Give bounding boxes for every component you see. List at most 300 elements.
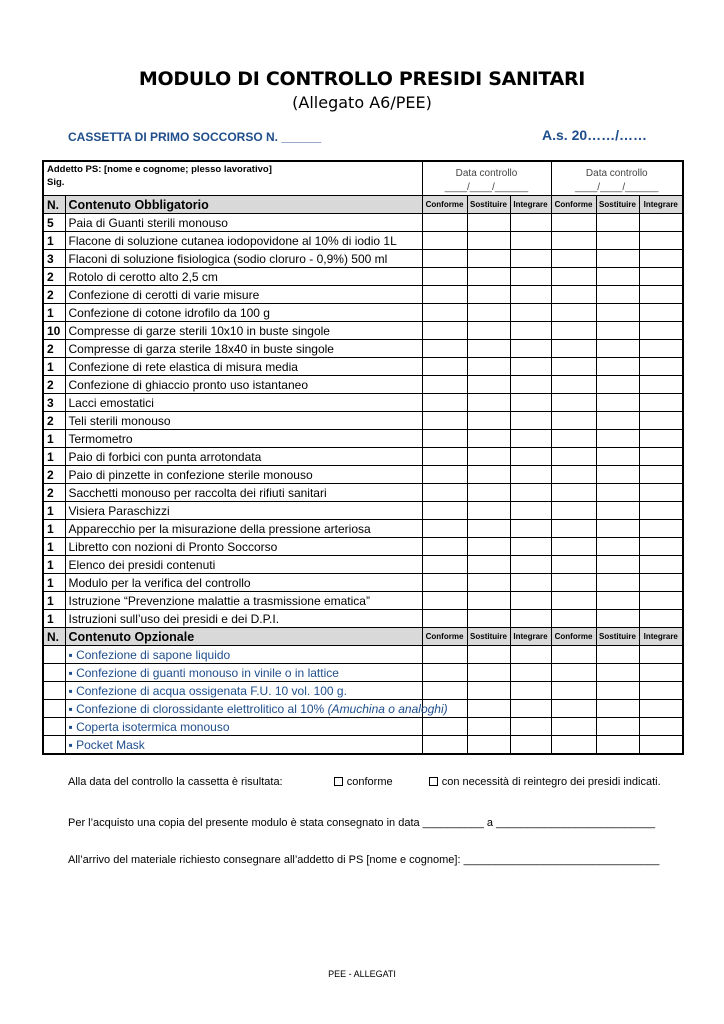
- check-cell-integrare-2[interactable]: [639, 610, 683, 628]
- check-cell-integrare-1[interactable]: [510, 592, 551, 610]
- check-cell-conforme-2[interactable]: [551, 430, 596, 448]
- item-description: Confezione di cerotti di varie misure: [65, 286, 422, 304]
- check-cell-integrare-1[interactable]: [510, 646, 551, 664]
- check-cell-conforme-2[interactable]: [551, 718, 596, 736]
- check-cell-sostituire-1[interactable]: [467, 304, 510, 322]
- check-cell-conforme-2[interactable]: [551, 682, 596, 700]
- check-cell-conforme-2[interactable]: [551, 520, 596, 538]
- check-cell-conforme-2[interactable]: [551, 232, 596, 250]
- check-cell-integrare-2[interactable]: [639, 448, 683, 466]
- check-cell-integrare-1[interactable]: [510, 412, 551, 430]
- check-cell-sostituire-1[interactable]: [467, 232, 510, 250]
- check-cell-integrare-1[interactable]: [510, 484, 551, 502]
- check-cell-sostituire-2[interactable]: [596, 502, 639, 520]
- check-cell-conforme-1[interactable]: [422, 448, 467, 466]
- check-cell-integrare-1[interactable]: [510, 610, 551, 628]
- col-sostituire-header: Sostituire: [596, 196, 639, 214]
- checkbox-reintegro[interactable]: [429, 777, 438, 786]
- optional-item-description: [65, 700, 448, 718]
- table-row: [43, 610, 683, 628]
- check-cell-conforme-2[interactable]: [551, 250, 596, 268]
- check-cell-sostituire-2[interactable]: [596, 286, 639, 304]
- optional-item-text: ▪ Coperta isotermica monouso: [68, 719, 230, 734]
- check-cell-conforme-2[interactable]: [551, 502, 596, 520]
- item-quantity: 1: [43, 556, 65, 574]
- table-row: [43, 682, 683, 700]
- check-cell-integrare-2[interactable]: [639, 646, 683, 664]
- check-cell-sostituire-1[interactable]: [467, 412, 510, 430]
- check-cell-sostituire-1[interactable]: [467, 250, 510, 268]
- optional-item-text: ▪ Confezione di guanti monouso in vinile o in lattice: [68, 665, 339, 680]
- check-cell-integrare-1[interactable]: [510, 448, 551, 466]
- check-cell-sostituire-1[interactable]: [467, 664, 510, 682]
- col-n-header: N.: [43, 628, 65, 646]
- check-cell-conforme-1[interactable]: [422, 376, 467, 394]
- item-description: Teli sterili monouso: [65, 412, 422, 430]
- page-subtitle: (Allegato A6/PEE): [292, 93, 432, 112]
- check-cell-sostituire-2[interactable]: [596, 466, 639, 484]
- check-cell-sostituire-1[interactable]: [467, 268, 510, 286]
- check-cell-sostituire-1[interactable]: [467, 376, 510, 394]
- item-quantity[interactable]: [43, 646, 65, 664]
- check-cell-conforme-2[interactable]: [551, 466, 596, 484]
- table-header-row: [43, 161, 683, 196]
- table-row: [43, 430, 683, 448]
- check-cell-integrare-2[interactable]: [639, 214, 683, 232]
- date-control-label: Data controllo: [455, 168, 518, 179]
- table-row: [43, 520, 683, 538]
- item-description: Istruzione “Prevenzione malattie a trasmissione ematica”: [65, 592, 422, 610]
- check-cell-sostituire-1[interactable]: [467, 430, 510, 448]
- item-quantity: 1: [43, 430, 65, 448]
- check-cell-conforme-1[interactable]: [422, 412, 467, 430]
- check-cell-sostituire-1[interactable]: [467, 556, 510, 574]
- check-cell-sostituire-2[interactable]: [596, 448, 639, 466]
- check-cell-conforme-1[interactable]: [422, 736, 467, 755]
- table-row: [43, 304, 683, 322]
- optional-item-text: ▪ Confezione di acqua ossigenata F.U. 10 vol. 100 g.: [68, 683, 347, 698]
- check-cell-conforme-2[interactable]: [551, 214, 596, 232]
- item-description: Apparecchio per la misurazione della pressione arteriosa: [65, 520, 422, 538]
- table-row: [43, 718, 683, 736]
- check-cell-sostituire-2[interactable]: [596, 646, 639, 664]
- check-cell-integrare-1[interactable]: [510, 466, 551, 484]
- check-cell-sostituire-1[interactable]: [467, 646, 510, 664]
- check-cell-conforme-2[interactable]: [551, 574, 596, 592]
- check-cell-integrare-1[interactable]: [510, 268, 551, 286]
- check-cell-conforme-2[interactable]: [551, 592, 596, 610]
- check-cell-integrare-2[interactable]: [639, 556, 683, 574]
- check-cell-sostituire-1[interactable]: [467, 466, 510, 484]
- check-cell-sostituire-2[interactable]: [596, 376, 639, 394]
- check-cell-sostituire-1[interactable]: [467, 574, 510, 592]
- check-cell-sostituire-2[interactable]: [596, 232, 639, 250]
- check-cell-conforme-1[interactable]: [422, 466, 467, 484]
- check-cell-integrare-1[interactable]: [510, 376, 551, 394]
- check-cell-conforme-2[interactable]: [551, 394, 596, 412]
- check-cell-integrare-1[interactable]: [510, 574, 551, 592]
- item-quantity: 2: [43, 376, 65, 394]
- table-row: [43, 484, 683, 502]
- date-control-label: Data controllo: [585, 168, 648, 179]
- check-cell-integrare-2[interactable]: [639, 304, 683, 322]
- check-cell-sostituire-2[interactable]: [596, 718, 639, 736]
- item-quantity: 1: [43, 304, 65, 322]
- item-description: Confezione di ghiaccio pronto uso istantaneo: [65, 376, 422, 394]
- check-cell-integrare-1[interactable]: [510, 556, 551, 574]
- check-cell-sostituire-2[interactable]: [596, 574, 639, 592]
- check-cell-conforme-1[interactable]: [422, 268, 467, 286]
- check-cell-sostituire-2[interactable]: [596, 304, 639, 322]
- check-cell-integrare-2[interactable]: [639, 592, 683, 610]
- check-cell-sostituire-1[interactable]: [467, 718, 510, 736]
- check-cell-integrare-2[interactable]: [639, 322, 683, 340]
- item-quantity: 1: [43, 592, 65, 610]
- optional-item-description: [65, 664, 422, 682]
- item-quantity: 3: [43, 250, 65, 268]
- item-description: Visiera Paraschizzi: [65, 502, 422, 520]
- check-cell-conforme-1[interactable]: [422, 592, 467, 610]
- item-description: Libretto con nozioni di Pronto Soccorso: [65, 538, 422, 556]
- optional-item-text: ▪ Confezione di sapone liquido: [68, 647, 231, 662]
- check-cell-integrare-1[interactable]: [510, 322, 551, 340]
- check-cell-sostituire-2[interactable]: [596, 250, 639, 268]
- check-cell-conforme-2[interactable]: [551, 376, 596, 394]
- check-cell-integrare-2[interactable]: [639, 484, 683, 502]
- table-row: [43, 736, 683, 755]
- item-quantity: 2: [43, 466, 65, 484]
- check-cell-conforme-1[interactable]: [422, 214, 467, 232]
- check-cell-integrare-2[interactable]: [639, 358, 683, 376]
- check-cell-sostituire-1[interactable]: [467, 700, 510, 718]
- check-cell-integrare-1[interactable]: [510, 502, 551, 520]
- check-cell-integrare-2[interactable]: [639, 682, 683, 700]
- check-cell-conforme-2[interactable]: [551, 268, 596, 286]
- item-description: Lacci emostatici: [65, 394, 422, 412]
- table-row: [43, 448, 683, 466]
- check-cell-sostituire-2[interactable]: [596, 664, 639, 682]
- date-blank: ____/____/______: [575, 182, 659, 193]
- checkbox-conforme[interactable]: [334, 777, 343, 786]
- check-cell-integrare-2[interactable]: [639, 700, 683, 718]
- school-year-label: A.s. 20……/……: [542, 127, 648, 143]
- item-description: Paia di Guanti sterili monouso: [65, 214, 422, 232]
- table-row: [43, 574, 683, 592]
- check-cell-conforme-2[interactable]: [551, 646, 596, 664]
- check-cell-sostituire-1[interactable]: [467, 322, 510, 340]
- check-cell-conforme-1[interactable]: [422, 358, 467, 376]
- addetto-cell[interactable]: [43, 161, 422, 196]
- check-cell-conforme-2[interactable]: [551, 358, 596, 376]
- check-cell-integrare-1[interactable]: [510, 394, 551, 412]
- check-cell-integrare-2[interactable]: [639, 520, 683, 538]
- item-quantity: 2: [43, 412, 65, 430]
- check-cell-sostituire-2[interactable]: [596, 538, 639, 556]
- table-row: [43, 646, 683, 664]
- check-cell-conforme-2[interactable]: [551, 484, 596, 502]
- table-row: [43, 466, 683, 484]
- item-description: Compresse di garze sterili 10x10 in buste singole: [65, 322, 422, 340]
- check-cell-sostituire-2[interactable]: [596, 430, 639, 448]
- check-cell-integrare-1[interactable]: [510, 664, 551, 682]
- check-cell-integrare-1[interactable]: [510, 736, 551, 755]
- check-cell-integrare-1[interactable]: [510, 430, 551, 448]
- check-cell-conforme-1[interactable]: [422, 430, 467, 448]
- table-row: [43, 376, 683, 394]
- check-cell-integrare-2[interactable]: [639, 340, 683, 358]
- check-cell-integrare-1[interactable]: [510, 358, 551, 376]
- check-cell-sostituire-1[interactable]: [467, 610, 510, 628]
- check-cell-sostituire-2[interactable]: [596, 394, 639, 412]
- table-row: [43, 556, 683, 574]
- item-quantity[interactable]: [43, 736, 65, 755]
- check-cell-integrare-1[interactable]: [510, 700, 551, 718]
- check-cell-conforme-2[interactable]: [551, 610, 596, 628]
- check-cell-conforme-2[interactable]: [551, 322, 596, 340]
- optional-item-description: [65, 736, 422, 755]
- table-row: [43, 268, 683, 286]
- check-cell-conforme-1[interactable]: [422, 304, 467, 322]
- cassetta-number-label: CASSETTA DI PRIMO SOCCORSO N. ______: [68, 130, 322, 144]
- check-cell-integrare-2[interactable]: [639, 466, 683, 484]
- table-row: [43, 322, 683, 340]
- table-row: [43, 214, 683, 232]
- item-quantity: 2: [43, 268, 65, 286]
- check-cell-integrare-2[interactable]: [639, 718, 683, 736]
- col-sostituire-header: Sostituire: [467, 628, 510, 646]
- check-cell-integrare-2[interactable]: [639, 394, 683, 412]
- item-description: Istruzioni sull’uso dei presidi e dei D.P.I.: [65, 610, 422, 628]
- col-integrare-header: Integrare: [639, 628, 683, 646]
- checklist-table: [42, 160, 684, 755]
- footer-acquisto-line: Per l’acquisto una copia del presente modulo è stata consegnato in data __________ a __________________________: [68, 817, 656, 829]
- result-label: Alla data del controllo la cassetta è risultata:: [68, 776, 283, 788]
- col-integrare-header: Integrare: [510, 628, 551, 646]
- item-quantity[interactable]: [43, 718, 65, 736]
- check-cell-integrare-1[interactable]: [510, 286, 551, 304]
- table-row: [43, 412, 683, 430]
- col-integrare-header: Integrare: [639, 196, 683, 214]
- check-cell-integrare-2[interactable]: [639, 664, 683, 682]
- check-cell-conforme-1[interactable]: [422, 250, 467, 268]
- item-description: Paio di pinzette in confezione sterile monouso: [65, 466, 422, 484]
- check-cell-sostituire-2[interactable]: [596, 214, 639, 232]
- check-cell-conforme-2[interactable]: [551, 700, 596, 718]
- footer-result-line: [68, 776, 661, 788]
- check-cell-conforme-1[interactable]: [422, 394, 467, 412]
- check-cell-sostituire-1[interactable]: [467, 394, 510, 412]
- check-cell-conforme-1[interactable]: [422, 538, 467, 556]
- sig-label: Sig.: [47, 177, 65, 188]
- check-cell-integrare-1[interactable]: [510, 340, 551, 358]
- table-row: [43, 592, 683, 610]
- check-cell-integrare-2[interactable]: [639, 502, 683, 520]
- item-description: Flacone di soluzione cutanea iodopovidone al 10% di iodio 1L: [65, 232, 422, 250]
- check-cell-sostituire-1[interactable]: [467, 592, 510, 610]
- page-title: MODULO DI CONTROLLO PRESIDI SANITARI: [138, 68, 586, 90]
- table-row: [43, 286, 683, 304]
- item-quantity: 1: [43, 574, 65, 592]
- check-cell-sostituire-1[interactable]: [467, 682, 510, 700]
- check-cell-sostituire-2[interactable]: [596, 736, 639, 755]
- optional-item-note: (Amuchina o analoghi): [327, 701, 448, 716]
- check-cell-integrare-2[interactable]: [639, 538, 683, 556]
- optional-item-description: [65, 718, 422, 736]
- table-row: [43, 394, 683, 412]
- item-quantity[interactable]: [43, 682, 65, 700]
- check-cell-conforme-2[interactable]: [551, 736, 596, 755]
- item-description: Rotolo di cerotto alto 2,5 cm: [65, 268, 422, 286]
- item-quantity: 1: [43, 520, 65, 538]
- item-description: Paio di forbici con punta arrotondata: [65, 448, 422, 466]
- check-cell-integrare-1[interactable]: [510, 232, 551, 250]
- table-row: [43, 232, 683, 250]
- check-cell-conforme-1[interactable]: [422, 682, 467, 700]
- item-quantity: 5: [43, 214, 65, 232]
- col-conforme-header: Conforme: [551, 196, 596, 214]
- check-cell-conforme-2[interactable]: [551, 538, 596, 556]
- check-cell-conforme-2[interactable]: [551, 304, 596, 322]
- check-cell-integrare-2[interactable]: [639, 286, 683, 304]
- col-conforme-header: Conforme: [551, 628, 596, 646]
- table-row: [43, 358, 683, 376]
- optional-item-description: [65, 646, 422, 664]
- check-cell-sostituire-2[interactable]: [596, 340, 639, 358]
- item-quantity: 1: [43, 610, 65, 628]
- optional-item-text: ▪ Confezione di clorossidante elettrolitico al 10%: [68, 701, 328, 716]
- item-quantity[interactable]: [43, 700, 65, 718]
- check-cell-conforme-2[interactable]: [551, 448, 596, 466]
- item-description: Confezione di rete elastica di misura media: [65, 358, 422, 376]
- check-cell-integrare-1[interactable]: [510, 520, 551, 538]
- check-cell-integrare-2[interactable]: [639, 412, 683, 430]
- check-cell-integrare-2[interactable]: [639, 376, 683, 394]
- check-cell-sostituire-2[interactable]: [596, 700, 639, 718]
- table-row: [43, 700, 683, 718]
- check-cell-integrare-2[interactable]: [639, 232, 683, 250]
- item-quantity[interactable]: [43, 664, 65, 682]
- check-cell-conforme-1[interactable]: [422, 664, 467, 682]
- check-cell-sostituire-1[interactable]: [467, 286, 510, 304]
- check-cell-sostituire-2[interactable]: [596, 682, 639, 700]
- col-n-header: N.: [43, 196, 65, 214]
- item-quantity: 2: [43, 484, 65, 502]
- item-quantity: 3: [43, 394, 65, 412]
- col-conforme-header: Conforme: [422, 628, 467, 646]
- item-description: Flaconi di soluzione fisiologica (sodio cloruro - 0,9%) 500 ml: [65, 250, 422, 268]
- optional-item-description: [65, 682, 422, 700]
- table-row: [43, 250, 683, 268]
- check-cell-sostituire-2[interactable]: [596, 412, 639, 430]
- section-title: Contenuto Opzionale: [65, 628, 422, 646]
- item-description: Termometro: [65, 430, 422, 448]
- check-cell-conforme-1[interactable]: [422, 322, 467, 340]
- check-cell-sostituire-1[interactable]: [467, 520, 510, 538]
- check-cell-sostituire-2[interactable]: [596, 520, 639, 538]
- item-description: Modulo per la verifica del controllo: [65, 574, 422, 592]
- page-footer: PEE - ALLEGATI: [328, 969, 396, 979]
- check-cell-integrare-1[interactable]: [510, 214, 551, 232]
- check-cell-conforme-1[interactable]: [422, 574, 467, 592]
- check-cell-conforme-1[interactable]: [422, 610, 467, 628]
- check-cell-sostituire-1[interactable]: [467, 448, 510, 466]
- check-cell-sostituire-1[interactable]: [467, 340, 510, 358]
- section-title: Contenuto Obbligatorio: [65, 196, 422, 214]
- check-cell-integrare-2[interactable]: [639, 430, 683, 448]
- item-quantity: 1: [43, 502, 65, 520]
- check-cell-conforme-2[interactable]: [551, 556, 596, 574]
- item-quantity: 1: [43, 232, 65, 250]
- check-cell-conforme-2[interactable]: [551, 340, 596, 358]
- item-quantity: 1: [43, 538, 65, 556]
- check-cell-conforme-2[interactable]: [551, 664, 596, 682]
- check-cell-sostituire-1[interactable]: [467, 502, 510, 520]
- check-cell-integrare-2[interactable]: [639, 736, 683, 755]
- check-cell-sostituire-2[interactable]: [596, 322, 639, 340]
- check-cell-conforme-1[interactable]: [422, 502, 467, 520]
- table-row: [43, 538, 683, 556]
- check-cell-conforme-1[interactable]: [422, 286, 467, 304]
- check-cell-sostituire-2[interactable]: [596, 610, 639, 628]
- check-cell-sostituire-1[interactable]: [467, 538, 510, 556]
- addetto-label: Addetto PS: [nome e cognome; plesso lavorativo]: [47, 164, 272, 175]
- check-cell-sostituire-2[interactable]: [596, 268, 639, 286]
- check-cell-sostituire-2[interactable]: [596, 592, 639, 610]
- section-header-mandatory: [43, 196, 683, 214]
- check-cell-conforme-2[interactable]: [551, 286, 596, 304]
- check-cell-integrare-2[interactable]: [639, 250, 683, 268]
- check-cell-integrare-1[interactable]: [510, 718, 551, 736]
- check-cell-sostituire-2[interactable]: [596, 358, 639, 376]
- col-conforme-header: Conforme: [422, 196, 467, 214]
- check-cell-integrare-2[interactable]: [639, 268, 683, 286]
- optional-item-text: ▪ Pocket Mask: [68, 737, 145, 752]
- check-cell-integrare-1[interactable]: [510, 304, 551, 322]
- check-cell-sostituire-1[interactable]: [467, 358, 510, 376]
- item-quantity: 2: [43, 286, 65, 304]
- footer-arrivo-line: All’arrivo del materiale richiesto consegnare all’addetto di PS [nome e cognome]: ________________________________: [68, 854, 660, 866]
- conforme-option-label: conforme: [346, 776, 393, 788]
- check-cell-conforme-1[interactable]: [422, 340, 467, 358]
- item-quantity: 10: [43, 322, 65, 340]
- check-cell-integrare-1[interactable]: [510, 682, 551, 700]
- check-cell-conforme-1[interactable]: [422, 718, 467, 736]
- check-cell-conforme-1[interactable]: [422, 484, 467, 502]
- col-sostituire-header: Sostituire: [467, 196, 510, 214]
- item-quantity: 1: [43, 448, 65, 466]
- col-sostituire-header: Sostituire: [596, 628, 639, 646]
- check-cell-conforme-1[interactable]: [422, 232, 467, 250]
- check-cell-sostituire-1[interactable]: [467, 214, 510, 232]
- check-cell-integrare-1[interactable]: [510, 538, 551, 556]
- check-cell-sostituire-2[interactable]: [596, 556, 639, 574]
- date-control-cell-2[interactable]: [551, 161, 683, 196]
- check-cell-conforme-1[interactable]: [422, 556, 467, 574]
- reintegro-option-label: con necessità di reintegro dei presidi indicati.: [441, 776, 661, 788]
- date-control-cell-1[interactable]: [422, 161, 551, 196]
- check-cell-integrare-2[interactable]: [639, 574, 683, 592]
- check-cell-sostituire-1[interactable]: [467, 484, 510, 502]
- check-cell-sostituire-1[interactable]: [467, 736, 510, 755]
- check-cell-conforme-1[interactable]: [422, 646, 467, 664]
- check-cell-conforme-1[interactable]: [422, 520, 467, 538]
- item-description: Elenco dei presidi contenuti: [65, 556, 422, 574]
- check-cell-conforme-2[interactable]: [551, 412, 596, 430]
- section-header-optional: [43, 628, 683, 646]
- check-cell-sostituire-2[interactable]: [596, 484, 639, 502]
- check-cell-integrare-1[interactable]: [510, 250, 551, 268]
- item-description: Sacchetti monouso per raccolta dei rifiuti sanitari: [65, 484, 422, 502]
